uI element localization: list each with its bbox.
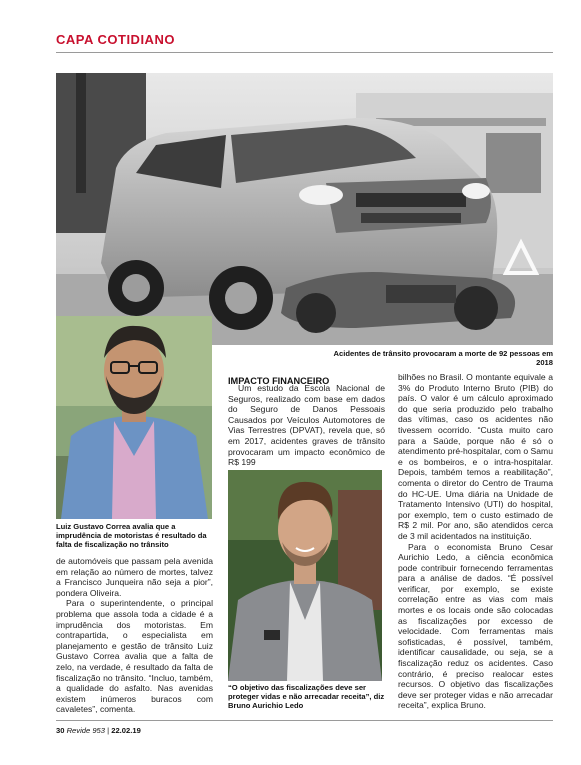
portrait-bruno-image	[228, 470, 382, 681]
header-rule	[56, 52, 553, 53]
column-2-text	[228, 383, 385, 468]
column-2-paragraph-1: Um estudo da Escola Nacional de Seguros, realizado com base em dados do Seguro de Danos Pessoais Causados por Veículos Automotores de Vias Terrestres (DPVAT), revela que, só em 2017, acidentes graves de trânsito provocaram um impacto econômico de R$ 199	[228, 383, 385, 468]
portrait-photo-luiz	[56, 316, 212, 519]
car-accident-image	[56, 73, 553, 345]
section-title: CAPA COTIDIANO	[56, 32, 175, 47]
column-3-text	[398, 372, 553, 711]
issue-date: 22.02.19	[111, 726, 141, 735]
footer-rule	[56, 720, 553, 721]
portrait-photo-bruno	[228, 470, 382, 681]
column-1-text	[56, 556, 213, 715]
main-photo	[56, 73, 553, 345]
column-1-paragraph-1: de automóveis que passam pela avenida em relação ao número de mortes, talvez a Francisco Junqueira não seja a pior”, pondera Oliveira.	[56, 556, 213, 598]
column-1-paragraph-2: Para o superintendente, o principal problema que assola toda a cidade é a imprudência dos motoristas. Em contrapartida, o especialista em planejamento e gestão de trânsito Luiz Gustavo Correa avalia que a falta de zelo, na verdade, é resultado da falta de fiscalização no trânsito. “Incluo, também, a qualidade do asfalto. Nas avenidas existem inúmeros buracos com cavaletes”, comenta.	[56, 598, 213, 715]
column-3-paragraph-1: bilhões no Brasil. O montante equivale a 3% do Produto Interno Bruto (PIB) do país. O valor é um cálculo aproximado do que seria produzido pelo trabalho das vítimas, caso os acidentes não tivessem ocorrido. “Custa muito caro para a Saúde, porque não é só o atendimento pré-hospitalar, com o Samu e os bombeiros, e o intra-hospitalar. Depois, também temos a reabilitação”, comenta o diretor do Centro de Trauma do HC-UE. Uma diária na Unidade de Tratamento Intensivo (UTI) do hospital, por exemplo, tem o custo estimado de R$ 2 mil. Por ano, são atendidos cerca de 3 mil acidentados na instituição.	[398, 372, 553, 541]
main-photo-caption: Acidentes de trânsito provocaram a morte de 92 pessoas em 2018	[333, 349, 553, 367]
portrait-bruno-caption: “O objetivo das fiscalizações deve ser proteger vidas e não arrecadar receita”, diz Bruno Aurichio Ledo	[228, 683, 385, 710]
footer-separator: |	[107, 726, 110, 735]
page-number: 30	[56, 726, 65, 735]
footer	[56, 726, 141, 735]
portrait-luiz-image	[56, 316, 212, 519]
magazine-name: Revide 953	[66, 726, 105, 735]
subhead-text: IMPACTO FINANCEIRO	[228, 376, 330, 386]
portrait-luiz-caption: Luiz Gustavo Correa avalia que a imprudência de motoristas é resultado da falta de fiscalização no trânsito	[56, 522, 207, 549]
column-3-paragraph-2: Para o economista Bruno Cesar Aurichio Ledo, a ciência econômica pode contribuir fornecendo ferramentas para a análise de dados. “É possível verificar, por exemplo, se existe correlação entre as vias com mais mortes e os locais onde são colocadas as fiscalizações por excesso de velocidade. Com ferramentas mais sofisticadas, é possível, também, identificar causalidade, ou seja, se a fiscalização reduz os acidentes. Caso contrário, é preciso realocar estes recursos. O objetivo das fiscalizações deve ser proteger vidas e não arrecadar receita”, explica Bruno.	[398, 541, 553, 711]
